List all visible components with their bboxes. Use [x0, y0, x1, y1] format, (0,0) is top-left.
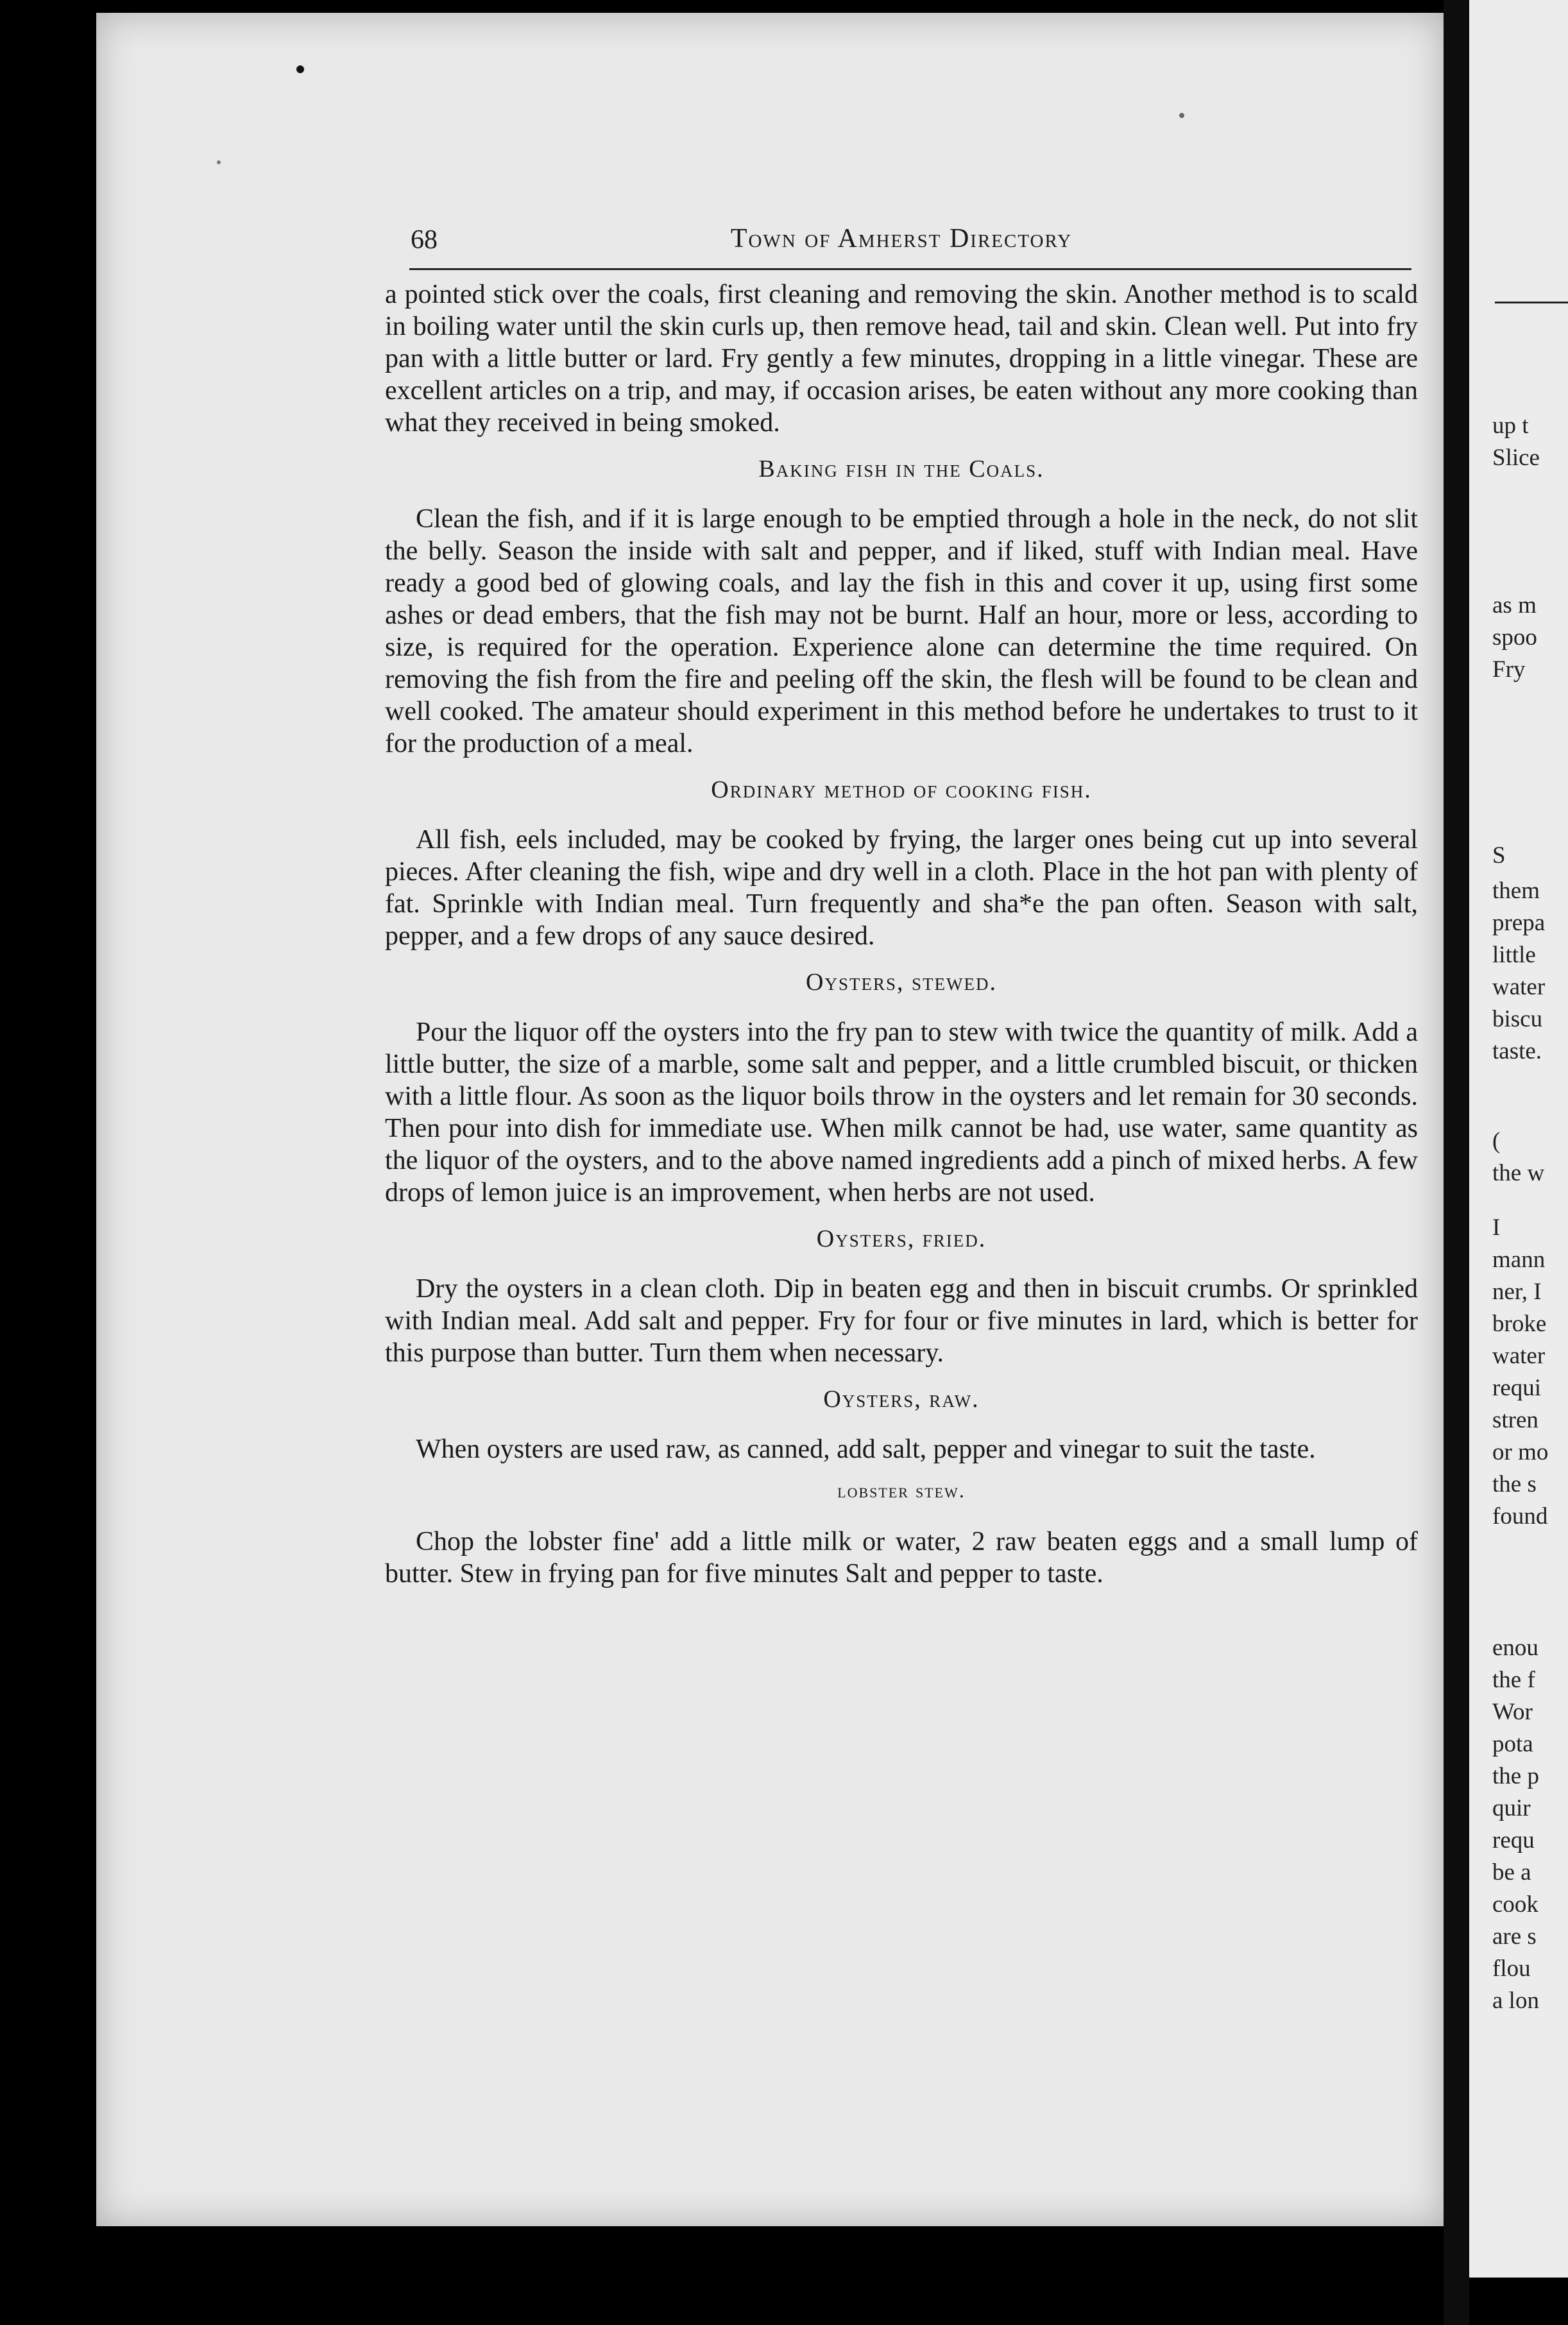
- adjacent-fragment: found: [1492, 1503, 1548, 1529]
- adjacent-fragment: little: [1492, 942, 1536, 968]
- running-title: Town of Amherst Directory: [730, 224, 1073, 253]
- section-heading: Ordinary method of cooking fish.: [711, 776, 1092, 803]
- adjacent-fragment: requi: [1492, 1375, 1542, 1401]
- adjacent-fragment: stren: [1492, 1407, 1538, 1433]
- adjacent-fragment: spoo: [1492, 624, 1537, 651]
- page-number: 68: [411, 225, 438, 255]
- adjacent-page: [1469, 0, 1568, 2278]
- adjacent-fragment: quir: [1492, 1795, 1531, 1821]
- section-paragraph: Chop the lobster fine' add a little milk or water, 2 raw beaten eggs and a small lump of butter. Stew in frying pan for five minutes Salt and pepper to taste.: [385, 1527, 1418, 1588]
- adjacent-fragment: S: [1492, 842, 1506, 869]
- body-text: [385, 278, 1418, 1590]
- section-paragraph: Dry the oysters in a clean cloth. Dip in beaten egg and then in biscuit crumbs. Or sprinkled with Indian meal. Add salt and pepper. Fry for four or five minutes in lard, which is better for this purpose than butter. Turn them when necessary.: [385, 1274, 1418, 1368]
- header-rule: [409, 268, 1411, 270]
- adjacent-fragment: (: [1492, 1128, 1501, 1154]
- adjacent-page-rule: [1495, 302, 1568, 303]
- section-heading: Oysters, fried.: [816, 1225, 987, 1252]
- section-paragraph: Clean the fish, and if it is large enough to be emptied through a hole in the neck, do not slit the belly. Season the inside with salt and pepper, and if liked, stuff with Indian meal. Have ready a good bed of glowing coals, and lay the fish in this and cover it up, using first some ashes or dead embers, that the fish may not be burnt. Half an hour, more or less, according to size, is required for the operation. Experience alone can determine the time required. On removing the fish from the fire and peeling off the skin, the flesh will be found to be clean and well cooked. The amateur should experiment in this method before he undertakes to trust to it for the production of a meal.: [385, 504, 1418, 758]
- adjacent-fragment: broke: [1492, 1311, 1547, 1337]
- adjacent-fragment: or mo: [1492, 1439, 1549, 1465]
- adjacent-fragment: biscu: [1492, 1006, 1543, 1032]
- adjacent-fragment: them: [1492, 878, 1540, 904]
- adjacent-fragment: the w: [1492, 1160, 1545, 1186]
- adjacent-fragment: the f: [1492, 1667, 1535, 1693]
- adjacent-fragment: enou: [1492, 1635, 1538, 1661]
- adjacent-fragment: a lon: [1492, 1988, 1539, 2014]
- adjacent-fragment: cook: [1492, 1891, 1538, 1918]
- section-heading: Baking fish in the Coals.: [758, 456, 1044, 482]
- adjacent-fragment: ner, I: [1492, 1279, 1542, 1305]
- adjacent-fragment: the p: [1492, 1763, 1539, 1789]
- adjacent-fragment: water: [1492, 974, 1546, 1000]
- section-heading: Oysters, stewed.: [806, 969, 997, 996]
- book-gutter: [1444, 0, 1469, 2325]
- section-paragraph: Pour the liquor off the oysters into the fry pan to stew with twice the quantity of milk. Add a little butter, the size of a marble, some salt and pepper, and a little crumbled biscuit, or thicken with a little flour. As soon as the liquor boils throw in the oysters and let remain for 30 seconds. Then pour into dish for immediate use. When milk cannot be had, use water, same quantity as the liquor of the oysters, and to the above named ingredients add a pinch of mixed herbs. A few drops of lemon juice is an improvement, when herbs are not used.: [385, 1018, 1418, 1207]
- adjacent-fragment: Slice: [1492, 445, 1540, 471]
- adjacent-fragment: the s: [1492, 1471, 1537, 1497]
- adjacent-fragment: prepa: [1492, 910, 1546, 936]
- adjacent-fragment: be a: [1492, 1859, 1531, 1886]
- adjacent-fragment: pota: [1492, 1731, 1533, 1757]
- section-heading: Oysters, raw.: [823, 1386, 980, 1413]
- adjacent-fragment: I: [1492, 1214, 1501, 1241]
- scan-speck: [217, 160, 221, 164]
- adjacent-fragment: Fry: [1492, 656, 1526, 683]
- scan-speck: [1179, 113, 1184, 118]
- section-paragraph: When oysters are used raw, as canned, add salt, pepper and vinegar to suit the taste.: [416, 1435, 1316, 1464]
- adjacent-fragment: as m: [1492, 592, 1537, 618]
- adjacent-fragment: flou: [1492, 1955, 1531, 1982]
- adjacent-fragment: up t: [1492, 413, 1529, 439]
- adjacent-fragment: Wor: [1492, 1699, 1533, 1725]
- adjacent-fragment: taste.: [1492, 1038, 1542, 1064]
- adjacent-fragment: requ: [1492, 1827, 1535, 1853]
- page-content: [385, 218, 1418, 1590]
- adjacent-fragment: water: [1492, 1343, 1546, 1369]
- section-heading: lobster stew.: [837, 1479, 966, 1502]
- intro-paragraph: a pointed stick over the coals, first cleaning and removing the skin. Another method is to scald in boiling water until the skin curls up, then remove head, tail and skin. Clean well. Put into fry pan with a little butter or lard. Fry gently a few minutes, dropping in a little vinegar. These are excellent articles on a trip, and may, if occasion arises, be eaten without any more cooking than what they received in being smoked.: [385, 280, 1418, 438]
- section-paragraph: All fish, eels included, may be cooked by frying, the larger ones being cut up into several pieces. After cleaning the fish, wipe and dry well in a cloth. Place in the hot pan with plenty of fat. Sprinkle with Indian meal. Turn frequently and sha*e the pan often. Season with salt, pepper, and a few drops of any sauce desired.: [385, 825, 1418, 951]
- scan-speck: [296, 65, 304, 73]
- running-head: [385, 218, 1418, 269]
- adjacent-fragment: mann: [1492, 1247, 1546, 1273]
- adjacent-fragment: are s: [1492, 1923, 1537, 1950]
